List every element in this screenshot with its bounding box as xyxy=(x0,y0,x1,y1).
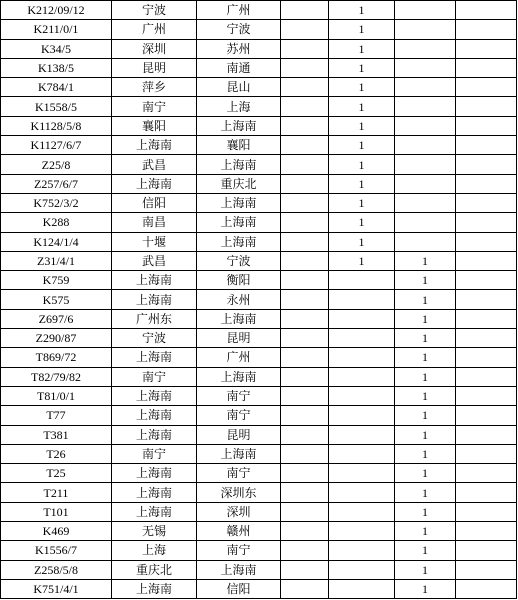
origin-station-cell: 广州东 xyxy=(112,309,197,328)
origin-station-cell: 深圳 xyxy=(112,39,197,58)
empty-cell xyxy=(281,58,329,77)
count-cell-b: 1 xyxy=(395,425,456,444)
train-number-cell: K288 xyxy=(1,213,112,232)
count-cell-a: 1 xyxy=(329,58,395,77)
destination-station-cell: 昆明 xyxy=(197,329,281,348)
train-number-cell: K1558/5 xyxy=(1,97,112,116)
table-row xyxy=(1,367,517,386)
train-number-cell: Z697/6 xyxy=(1,309,112,328)
count-cell-a xyxy=(329,348,395,367)
empty-cell xyxy=(281,309,329,328)
count-cell-b: 1 xyxy=(395,464,456,483)
origin-station-cell: 南宁 xyxy=(112,444,197,463)
count-cell-b xyxy=(395,174,456,193)
train-number-cell: K124/1/4 xyxy=(1,232,112,251)
empty-cell xyxy=(456,20,517,39)
destination-station-cell: 上海南 xyxy=(197,232,281,251)
count-cell-a: 1 xyxy=(329,39,395,58)
empty-cell xyxy=(281,367,329,386)
destination-station-cell: 上海南 xyxy=(197,560,281,579)
destination-station-cell: 苏州 xyxy=(197,39,281,58)
destination-station-cell: 宁波 xyxy=(197,20,281,39)
count-cell-b xyxy=(395,232,456,251)
train-number-cell: K1556/7 xyxy=(1,541,112,560)
count-cell-a xyxy=(329,444,395,463)
table-row xyxy=(1,116,517,135)
table-row xyxy=(1,560,517,579)
origin-station-cell: 南宁 xyxy=(112,367,197,386)
origin-station-cell: 上海南 xyxy=(112,290,197,309)
origin-station-cell: 广州 xyxy=(112,20,197,39)
origin-station-cell: 上海南 xyxy=(112,483,197,502)
count-cell-b: 1 xyxy=(395,271,456,290)
count-cell-b: 1 xyxy=(395,406,456,425)
empty-cell xyxy=(281,39,329,58)
table-row xyxy=(1,174,517,193)
origin-station-cell: 无锡 xyxy=(112,522,197,541)
count-cell-a xyxy=(329,522,395,541)
count-cell-b xyxy=(395,213,456,232)
train-number-cell: T77 xyxy=(1,406,112,425)
count-cell-b xyxy=(395,20,456,39)
destination-station-cell: 广州 xyxy=(197,348,281,367)
count-cell-b: 1 xyxy=(395,579,456,598)
table-row xyxy=(1,97,517,116)
empty-cell xyxy=(281,193,329,212)
count-cell-b: 1 xyxy=(395,290,456,309)
empty-cell xyxy=(281,444,329,463)
table-row xyxy=(1,386,517,405)
empty-cell xyxy=(281,348,329,367)
table-row xyxy=(1,464,517,483)
table-row xyxy=(1,78,517,97)
origin-station-cell: 上海南 xyxy=(112,579,197,598)
origin-station-cell: 上海南 xyxy=(112,386,197,405)
train-number-cell: T101 xyxy=(1,502,112,521)
empty-cell xyxy=(456,579,517,598)
destination-station-cell: 深圳 xyxy=(197,502,281,521)
destination-station-cell: 南宁 xyxy=(197,464,281,483)
destination-station-cell: 上海南 xyxy=(197,116,281,135)
count-cell-a: 1 xyxy=(329,116,395,135)
empty-cell xyxy=(456,502,517,521)
destination-station-cell: 赣州 xyxy=(197,522,281,541)
count-cell-a: 1 xyxy=(329,136,395,155)
count-cell-b: 1 xyxy=(395,502,456,521)
count-cell-b: 1 xyxy=(395,367,456,386)
train-number-cell: K1128/5/8 xyxy=(1,116,112,135)
destination-station-cell: 永州 xyxy=(197,290,281,309)
destination-station-cell: 上海 xyxy=(197,97,281,116)
count-cell-b: 1 xyxy=(395,522,456,541)
train-number-cell: K751/4/1 xyxy=(1,579,112,598)
count-cell-a xyxy=(329,386,395,405)
origin-station-cell: 武昌 xyxy=(112,251,197,270)
count-cell-b: 1 xyxy=(395,560,456,579)
empty-cell xyxy=(456,367,517,386)
count-cell-b xyxy=(395,97,456,116)
train-number-cell: T82/79/82 xyxy=(1,367,112,386)
count-cell-b: 1 xyxy=(395,386,456,405)
empty-cell xyxy=(281,1,329,20)
table-row xyxy=(1,348,517,367)
empty-cell xyxy=(456,1,517,20)
train-number-cell: K1127/6/7 xyxy=(1,136,112,155)
empty-cell xyxy=(456,406,517,425)
table-row xyxy=(1,502,517,521)
empty-cell xyxy=(456,329,517,348)
empty-cell xyxy=(281,579,329,598)
empty-cell xyxy=(456,464,517,483)
empty-cell xyxy=(281,522,329,541)
origin-station-cell: 上海南 xyxy=(112,464,197,483)
origin-station-cell: 上海南 xyxy=(112,271,197,290)
destination-station-cell: 上海南 xyxy=(197,309,281,328)
empty-cell xyxy=(456,541,517,560)
origin-station-cell: 宁波 xyxy=(112,329,197,348)
train-number-cell: T381 xyxy=(1,425,112,444)
empty-cell xyxy=(281,290,329,309)
table-body xyxy=(1,1,517,599)
train-number-cell: K212/09/12 xyxy=(1,1,112,20)
origin-station-cell: 萍乡 xyxy=(112,78,197,97)
origin-station-cell: 上海南 xyxy=(112,136,197,155)
table-row xyxy=(1,541,517,560)
count-cell-a xyxy=(329,329,395,348)
table-row xyxy=(1,213,517,232)
count-cell-a xyxy=(329,309,395,328)
origin-station-cell: 宁波 xyxy=(112,1,197,20)
origin-station-cell: 武昌 xyxy=(112,155,197,174)
count-cell-b: 1 xyxy=(395,348,456,367)
empty-cell xyxy=(456,251,517,270)
empty-cell xyxy=(281,560,329,579)
empty-cell xyxy=(456,78,517,97)
empty-cell xyxy=(456,522,517,541)
empty-cell xyxy=(456,232,517,251)
empty-cell xyxy=(456,39,517,58)
origin-station-cell: 十堰 xyxy=(112,232,197,251)
count-cell-b: 1 xyxy=(395,541,456,560)
train-number-cell: T81/0/1 xyxy=(1,386,112,405)
table-row xyxy=(1,39,517,58)
empty-cell xyxy=(281,464,329,483)
origin-station-cell: 上海南 xyxy=(112,425,197,444)
empty-cell xyxy=(456,58,517,77)
count-cell-a xyxy=(329,541,395,560)
count-cell-b xyxy=(395,155,456,174)
table-row xyxy=(1,232,517,251)
count-cell-b xyxy=(395,78,456,97)
empty-cell xyxy=(281,232,329,251)
table-row xyxy=(1,522,517,541)
destination-station-cell: 上海南 xyxy=(197,444,281,463)
empty-cell xyxy=(281,174,329,193)
train-number-cell: T25 xyxy=(1,464,112,483)
empty-cell xyxy=(281,97,329,116)
destination-station-cell: 重庆北 xyxy=(197,174,281,193)
train-number-cell: K34/5 xyxy=(1,39,112,58)
origin-station-cell: 上海南 xyxy=(112,348,197,367)
origin-station-cell: 南昌 xyxy=(112,213,197,232)
origin-station-cell: 重庆北 xyxy=(112,560,197,579)
train-number-cell: T869/72 xyxy=(1,348,112,367)
table-row xyxy=(1,329,517,348)
train-number-cell: K211/0/1 xyxy=(1,20,112,39)
count-cell-b: 1 xyxy=(395,444,456,463)
train-number-cell: K784/1 xyxy=(1,78,112,97)
count-cell-b xyxy=(395,58,456,77)
destination-station-cell: 昆明 xyxy=(197,425,281,444)
empty-cell xyxy=(281,155,329,174)
count-cell-a: 1 xyxy=(329,20,395,39)
destination-station-cell: 上海南 xyxy=(197,367,281,386)
train-number-cell: Z258/5/8 xyxy=(1,560,112,579)
destination-station-cell: 上海南 xyxy=(197,213,281,232)
empty-cell xyxy=(456,425,517,444)
train-number-cell: T26 xyxy=(1,444,112,463)
table-row xyxy=(1,251,517,270)
empty-cell xyxy=(281,483,329,502)
origin-station-cell: 信阳 xyxy=(112,193,197,212)
count-cell-a: 1 xyxy=(329,213,395,232)
empty-cell xyxy=(456,136,517,155)
origin-station-cell: 襄阳 xyxy=(112,116,197,135)
destination-station-cell: 宁波 xyxy=(197,251,281,270)
count-cell-b: 1 xyxy=(395,329,456,348)
empty-cell xyxy=(281,213,329,232)
destination-station-cell: 南宁 xyxy=(197,541,281,560)
count-cell-a: 1 xyxy=(329,174,395,193)
train-number-cell: Z25/8 xyxy=(1,155,112,174)
count-cell-b xyxy=(395,116,456,135)
count-cell-a xyxy=(329,483,395,502)
empty-cell xyxy=(456,97,517,116)
train-number-cell: K138/5 xyxy=(1,58,112,77)
count-cell-b xyxy=(395,193,456,212)
empty-cell xyxy=(281,502,329,521)
train-number-cell: Z290/87 xyxy=(1,329,112,348)
table-row xyxy=(1,1,517,20)
count-cell-b: 1 xyxy=(395,309,456,328)
table-row xyxy=(1,155,517,174)
table-row xyxy=(1,406,517,425)
table-row xyxy=(1,58,517,77)
empty-cell xyxy=(281,20,329,39)
empty-cell xyxy=(281,386,329,405)
empty-cell xyxy=(456,309,517,328)
empty-cell xyxy=(456,444,517,463)
destination-station-cell: 南宁 xyxy=(197,406,281,425)
origin-station-cell: 上海南 xyxy=(112,174,197,193)
table-row xyxy=(1,290,517,309)
count-cell-a xyxy=(329,560,395,579)
table-row xyxy=(1,483,517,502)
empty-cell xyxy=(456,348,517,367)
count-cell-b: 1 xyxy=(395,251,456,270)
table-row xyxy=(1,309,517,328)
origin-station-cell: 昆明 xyxy=(112,58,197,77)
table-row xyxy=(1,425,517,444)
count-cell-a xyxy=(329,502,395,521)
empty-cell xyxy=(281,78,329,97)
train-number-cell: K575 xyxy=(1,290,112,309)
empty-cell xyxy=(456,271,517,290)
train-number-cell: K752/3/2 xyxy=(1,193,112,212)
empty-cell xyxy=(281,406,329,425)
origin-station-cell: 上海南 xyxy=(112,406,197,425)
empty-cell xyxy=(456,386,517,405)
empty-cell xyxy=(456,155,517,174)
count-cell-a xyxy=(329,271,395,290)
count-cell-a: 1 xyxy=(329,155,395,174)
count-cell-a xyxy=(329,464,395,483)
count-cell-a: 1 xyxy=(329,232,395,251)
count-cell-b xyxy=(395,1,456,20)
count-cell-a: 1 xyxy=(329,78,395,97)
table-row xyxy=(1,271,517,290)
count-cell-a xyxy=(329,406,395,425)
count-cell-a: 1 xyxy=(329,193,395,212)
count-cell-a xyxy=(329,290,395,309)
train-number-cell: K759 xyxy=(1,271,112,290)
train-number-cell: T211 xyxy=(1,483,112,502)
empty-cell xyxy=(281,271,329,290)
empty-cell xyxy=(281,541,329,560)
table-row xyxy=(1,444,517,463)
empty-cell xyxy=(456,213,517,232)
empty-cell xyxy=(281,136,329,155)
empty-cell xyxy=(456,116,517,135)
count-cell-a: 1 xyxy=(329,97,395,116)
origin-station-cell: 南宁 xyxy=(112,97,197,116)
count-cell-b xyxy=(395,39,456,58)
table-row xyxy=(1,193,517,212)
destination-station-cell: 上海南 xyxy=(197,193,281,212)
empty-cell xyxy=(456,174,517,193)
count-cell-a xyxy=(329,367,395,386)
destination-station-cell: 南通 xyxy=(197,58,281,77)
count-cell-b xyxy=(395,136,456,155)
count-cell-b: 1 xyxy=(395,483,456,502)
origin-station-cell: 上海南 xyxy=(112,502,197,521)
destination-station-cell: 信阳 xyxy=(197,579,281,598)
empty-cell xyxy=(456,290,517,309)
empty-cell xyxy=(456,560,517,579)
train-number-cell: K469 xyxy=(1,522,112,541)
count-cell-a: 1 xyxy=(329,1,395,20)
empty-cell xyxy=(281,329,329,348)
empty-cell xyxy=(456,483,517,502)
destination-station-cell: 上海南 xyxy=(197,155,281,174)
empty-cell xyxy=(281,251,329,270)
table-row xyxy=(1,579,517,598)
count-cell-a: 1 xyxy=(329,251,395,270)
table-row xyxy=(1,20,517,39)
train-number-cell: Z257/6/7 xyxy=(1,174,112,193)
empty-cell xyxy=(281,425,329,444)
train-number-cell: Z31/4/1 xyxy=(1,251,112,270)
destination-station-cell: 衡阳 xyxy=(197,271,281,290)
count-cell-a xyxy=(329,579,395,598)
destination-station-cell: 襄阳 xyxy=(197,136,281,155)
empty-cell xyxy=(281,116,329,135)
table-row xyxy=(1,136,517,155)
origin-station-cell: 上海 xyxy=(112,541,197,560)
destination-station-cell: 南宁 xyxy=(197,386,281,405)
destination-station-cell: 深圳东 xyxy=(197,483,281,502)
destination-station-cell: 昆山 xyxy=(197,78,281,97)
empty-cell xyxy=(456,193,517,212)
destination-station-cell: 广州 xyxy=(197,1,281,20)
count-cell-a xyxy=(329,425,395,444)
